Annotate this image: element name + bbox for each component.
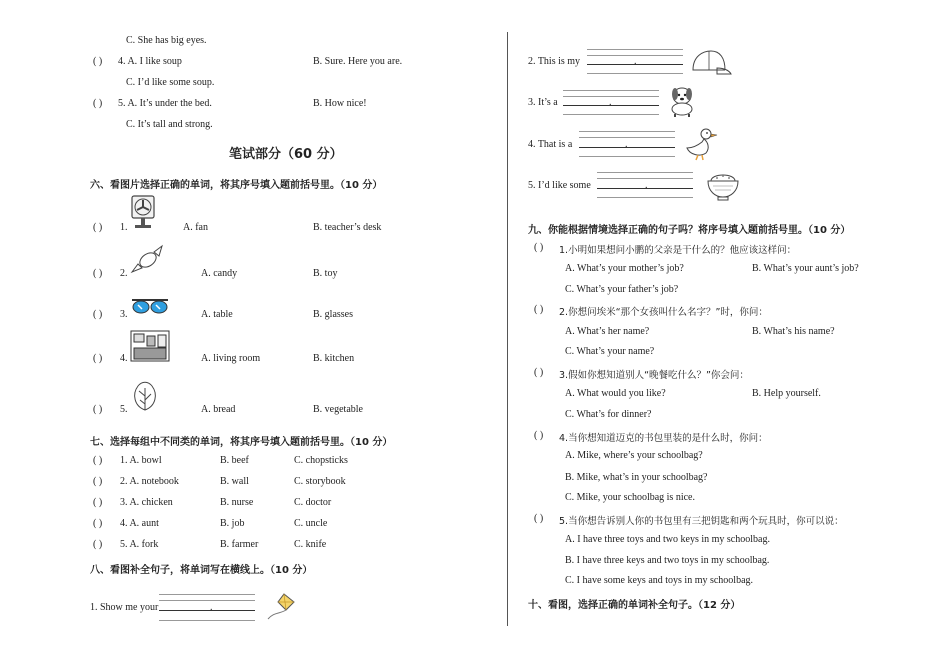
- item-number: 1.: [120, 222, 128, 233]
- option-a: A. table: [201, 309, 233, 320]
- option-b: B. nurse: [220, 497, 254, 508]
- sec8-q1-text: 1. Show me your: [90, 602, 159, 613]
- option-c: C. I have some keys and toys in my schoolbag.: [565, 575, 754, 586]
- option-c: C. chopsticks: [294, 455, 348, 466]
- option-c: C. What’s your father’s job?: [565, 284, 679, 295]
- kite-picture-icon: [262, 592, 300, 622]
- vegetable-picture-icon: [130, 378, 160, 412]
- sentence-period: .: [625, 139, 628, 150]
- option-b: B. teacher’s desk: [313, 222, 382, 233]
- answer-paren[interactable]: ( ): [93, 539, 103, 550]
- answer-paren[interactable]: ( ): [93, 268, 103, 279]
- glasses-picture-icon: [130, 296, 170, 318]
- answer-paren[interactable]: ( ): [93, 353, 103, 364]
- option-b: B. What’s his name?: [752, 326, 835, 337]
- question-text: 1.小明如果想问小鹏的父亲是干什么的？他应该这样问：: [559, 245, 797, 256]
- prev-q5-option-c: C. It’s tall and strong.: [126, 119, 213, 130]
- option-a: A. living room: [201, 353, 261, 364]
- option-b: B. glasses: [313, 309, 353, 320]
- option-a: A. bread: [201, 404, 236, 415]
- option-a: 4. A. aunt: [120, 518, 159, 529]
- fan-picture-icon: [130, 194, 156, 230]
- sec8-q5-text: 5. I’d like some: [528, 180, 591, 191]
- dog-picture-icon: [666, 84, 700, 118]
- sentence-period: .: [609, 97, 612, 108]
- answer-paren[interactable]: ( ): [93, 309, 103, 320]
- option-a: 3. A. chicken: [120, 497, 173, 508]
- option-b: B. Mike, what’s in your schoolbag?: [565, 472, 708, 483]
- answer-paren[interactable]: ( ): [534, 242, 544, 253]
- answer-paren[interactable]: ( ): [93, 497, 103, 508]
- option-b: B. vegetable: [313, 404, 363, 415]
- option-a: A. What’s her name?: [565, 326, 650, 337]
- answer-paren[interactable]: ( ): [534, 430, 544, 441]
- option-a: A. fan: [183, 222, 208, 233]
- option-b: B. farmer: [220, 539, 259, 550]
- sec8-q4-text: 4. That is a: [528, 139, 573, 150]
- question-text: 4.当你想知道迈克的书包里装的是什么时，你问：: [559, 433, 768, 444]
- option-c: C. knife: [294, 539, 327, 550]
- sentence-period: .: [645, 180, 648, 191]
- question-text: 2.你想问埃米“那个女孩叫什么名字？”时，你问：: [559, 307, 768, 318]
- rice-picture-icon: [705, 169, 741, 203]
- option-b: B. I have three keys and two toys in my schoolbag.: [565, 555, 770, 566]
- option-b: B. Help yourself.: [752, 388, 821, 399]
- answer-paren[interactable]: ( ): [534, 304, 544, 315]
- option-b: B. wall: [220, 476, 249, 487]
- item-number: 3.: [120, 309, 128, 320]
- option-b: B. kitchen: [313, 353, 355, 364]
- prev-q4-option-c: C. I’d like some soup.: [126, 77, 215, 88]
- candy-picture-icon: [128, 244, 168, 276]
- option-a: A. What would you like?: [565, 388, 666, 399]
- item-number: 2.: [120, 268, 128, 279]
- sec8-q3-text: 3. It’s a: [528, 97, 558, 108]
- duck-picture-icon: [684, 126, 718, 162]
- answer-writing-lines[interactable]: [159, 594, 255, 624]
- option-c: C. What’s your name?: [565, 346, 655, 357]
- option-a: 5. A. fork: [120, 539, 159, 550]
- option-c: C. uncle: [294, 518, 328, 529]
- option-b: B. What’s your aunt’s job?: [752, 263, 859, 274]
- kitchen-picture-icon: [130, 330, 170, 362]
- prev-q4-option-b: B. Sure. Here you are.: [313, 56, 403, 67]
- option-b: B. beef: [220, 455, 249, 466]
- answer-paren[interactable]: ( ): [93, 476, 103, 487]
- section-10-heading: 十、看图，选择正确的单词补全句子。（12 分）: [528, 600, 741, 611]
- option-a: A. I have three toys and two keys in my schoolbag.: [565, 534, 770, 545]
- option-b: B. toy: [313, 268, 338, 279]
- section-7-heading: 七、选择每组中不同类的单词，将其序号填入题前括号里。（10 分）: [90, 437, 393, 448]
- answer-paren[interactable]: ( ): [93, 56, 103, 67]
- option-a: A. Mike, where’s your schoolbag?: [565, 450, 703, 461]
- question-text: 5.当你想告诉别人你的书包里有三把钥匙和两个玩具时，你可以说：: [559, 516, 844, 527]
- prev-q5-option-a: 5. A. It’s under the bed.: [118, 98, 212, 109]
- section-8-heading: 八、看图补全句子，将单词写在横线上。（10 分）: [90, 565, 313, 576]
- option-a: 1. A. bowl: [120, 455, 162, 466]
- section-6-heading: 六、看图片选择正确的单词，将其序号填入题前括号里。（10 分）: [90, 180, 383, 191]
- column-divider: [507, 32, 508, 626]
- answer-paren[interactable]: ( ): [93, 222, 103, 233]
- option-a: 2. A. notebook: [120, 476, 179, 487]
- answer-paren[interactable]: ( ): [93, 518, 103, 529]
- prev-q3-option-c: C. She has big eyes.: [126, 35, 207, 46]
- option-b: B. job: [220, 518, 245, 529]
- item-number: 4.: [120, 353, 128, 364]
- answer-paren[interactable]: ( ): [93, 404, 103, 415]
- option-c: C. What’s for dinner?: [565, 409, 652, 420]
- sec8-q2-text: 2. This is my: [528, 56, 581, 67]
- prev-q4-option-a: 4. A. I like soup: [118, 56, 182, 67]
- option-a: A. What’s your mother’s job?: [565, 263, 684, 274]
- written-part-title: 笔试部分（60 分）: [229, 147, 343, 162]
- option-c: C. Mike, your schoolbag is nice.: [565, 492, 695, 503]
- answer-paren[interactable]: ( ): [534, 367, 544, 378]
- item-number: 5.: [120, 404, 128, 415]
- section-9-heading: 九、你能根据情境选择正确的句子吗？将序号填入题前括号里。（10 分）: [528, 225, 851, 236]
- question-text: 3.假如你想知道别人“晚餐吃什么？”你会问：: [559, 370, 749, 381]
- option-c: C. doctor: [294, 497, 332, 508]
- answer-paren[interactable]: ( ): [93, 98, 103, 109]
- sentence-period: .: [634, 56, 637, 67]
- cap-picture-icon: [687, 48, 733, 78]
- answer-paren[interactable]: ( ): [93, 455, 103, 466]
- option-a: A. candy: [201, 268, 238, 279]
- answer-paren[interactable]: ( ): [534, 513, 544, 524]
- prev-q5-option-b: B. How nice!: [313, 98, 367, 109]
- option-c: C. storybook: [294, 476, 346, 487]
- sentence-period: .: [210, 602, 213, 613]
